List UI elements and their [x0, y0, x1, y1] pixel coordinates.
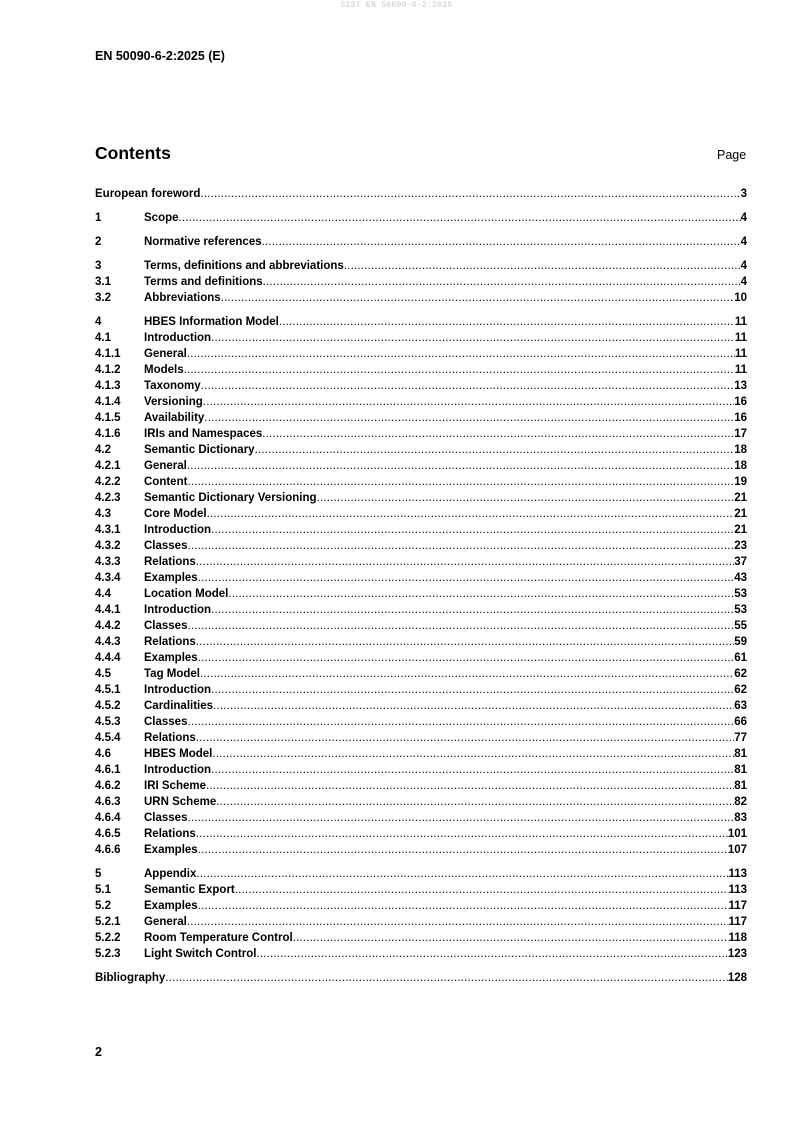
toc-entry[interactable]	[95, 730, 747, 746]
toc-entry-page: 21	[734, 508, 747, 520]
dot-leader	[187, 474, 734, 490]
toc-entry[interactable]	[95, 586, 747, 602]
toc-entry-title[interactable]: IRIs and Namespaces	[144, 428, 263, 440]
toc-entry-number: 5.2.3	[95, 948, 121, 960]
dot-leader	[211, 602, 734, 618]
toc-entry-title[interactable]: Content	[144, 476, 188, 488]
dot-leader	[211, 330, 735, 346]
toc-entry-page: 4	[740, 236, 747, 248]
dot-leader	[198, 842, 728, 858]
toc-entry-title[interactable]: Abbreviations	[144, 292, 221, 304]
toc-entry-title[interactable]: Relations	[144, 828, 196, 840]
toc-entry-page: 16	[734, 396, 747, 408]
toc-entry-page: 21	[734, 492, 747, 504]
toc-entry[interactable]	[95, 826, 747, 842]
toc-entry-number: 4.6	[95, 748, 111, 760]
toc-entry-page: 13	[734, 380, 747, 392]
dot-leader	[262, 234, 741, 250]
toc-entry-number: 4.5.2	[95, 700, 121, 712]
toc-entry-title[interactable]: Relations	[144, 556, 196, 568]
toc-entry-number: 4.2.3	[95, 492, 121, 504]
dot-leader	[196, 634, 734, 650]
toc-entry[interactable]	[95, 650, 747, 666]
toc-entry-number: 4.4.3	[95, 636, 121, 648]
toc-entry-page: 3	[740, 188, 747, 200]
toc-entry[interactable]	[95, 210, 747, 226]
toc-entry[interactable]	[95, 186, 747, 202]
toc-entry-title[interactable]: European foreword	[95, 188, 201, 200]
toc-entry-title[interactable]: Introduction	[144, 604, 212, 616]
toc-entry-title[interactable]: Terms and definitions	[144, 276, 263, 288]
toc-entry-page: 23	[734, 540, 747, 552]
dot-leader	[184, 362, 735, 378]
dot-leader	[187, 810, 734, 826]
toc-entry-page: 113	[728, 884, 747, 896]
footer-page-number: 2	[95, 1045, 102, 1059]
toc-entry-number: 4.1	[95, 332, 111, 344]
toc-entry-page: 19	[734, 476, 747, 488]
dot-leader	[211, 762, 734, 778]
toc-entry-title[interactable]: Classes	[144, 620, 188, 632]
toc-entry-number: 4.3.2	[95, 540, 121, 552]
dot-leader	[179, 210, 741, 226]
toc-entry-number: 4.1.1	[95, 348, 121, 360]
dot-leader	[263, 274, 741, 290]
toc-entry[interactable]	[95, 946, 747, 962]
toc-entry-title[interactable]: Core Model	[144, 508, 207, 520]
toc-entry-number: 4.2.1	[95, 460, 121, 472]
toc-entry-page: 16	[734, 412, 747, 424]
toc-entry[interactable]	[95, 538, 747, 554]
toc-entry-title[interactable]: Cardinalities	[144, 700, 214, 712]
toc-entry-number: 4.6.5	[95, 828, 121, 840]
toc-entry-title[interactable]: Availability	[144, 412, 205, 424]
toc-entry-title[interactable]: General	[144, 348, 187, 360]
toc-entry-page: 81	[734, 764, 747, 776]
dot-leader	[262, 426, 734, 442]
toc-entry-title[interactable]: HBES Information Model	[144, 316, 279, 328]
toc-entry-number: 4.3.4	[95, 572, 121, 584]
toc-entry[interactable]	[95, 234, 747, 250]
toc-entry[interactable]	[95, 378, 747, 394]
table-of-contents	[95, 186, 747, 986]
toc-entry-title[interactable]: Semantic Dictionary	[144, 444, 255, 456]
toc-entry-title[interactable]: Semantic Export	[144, 884, 235, 896]
toc-entry[interactable]	[95, 258, 747, 274]
toc-entry-number: 5.2.1	[95, 916, 121, 928]
toc-entry-title[interactable]: Bibliography	[95, 972, 166, 984]
dot-leader	[196, 826, 728, 842]
toc-entry-page: 17	[734, 428, 747, 440]
toc-entry[interactable]	[95, 698, 747, 714]
toc-entry-title[interactable]: Semantic Dictionary Versioning	[144, 492, 317, 504]
dot-leader	[187, 714, 734, 730]
toc-entry-page: 11	[734, 348, 747, 360]
toc-entry-page: 4	[740, 212, 747, 224]
toc-entry-number: 4.4.4	[95, 652, 121, 664]
toc-entry-page: 55	[734, 620, 747, 632]
toc-entry-title[interactable]: Terms, definitions and abbreviations	[144, 260, 344, 272]
toc-entry-page: 118	[728, 932, 747, 944]
toc-entry-page: 107	[727, 844, 747, 856]
toc-entry-title[interactable]: Examples	[144, 844, 198, 856]
toc-entry[interactable]	[95, 898, 747, 914]
toc-entry-number: 4.2.2	[95, 476, 121, 488]
toc-entry[interactable]	[95, 410, 747, 426]
toc-entry-number: 5.2	[95, 900, 111, 912]
toc-entry[interactable]	[95, 914, 747, 930]
toc-entry-page: 53	[734, 604, 747, 616]
dot-leader	[255, 442, 735, 458]
toc-entry-title[interactable]: Taxonomy	[144, 380, 201, 392]
toc-entry-title[interactable]: Location Model	[144, 588, 229, 600]
toc-entry-title[interactable]: Introduction	[144, 524, 212, 536]
toc-entry-number: 5.2.2	[95, 932, 121, 944]
dot-leader	[213, 698, 734, 714]
toc-entry-number: 4.3.3	[95, 556, 121, 568]
toc-entry-page: 18	[734, 444, 747, 456]
toc-entry-page: 37	[734, 556, 747, 568]
toc-entry[interactable]	[95, 778, 747, 794]
toc-entry-title[interactable]: Relations	[144, 732, 196, 744]
dot-leader	[201, 378, 735, 394]
toc-entry[interactable]	[95, 794, 747, 810]
dot-leader	[187, 914, 729, 930]
toc-entry-page: 59	[734, 636, 747, 648]
toc-entry-page: 11	[734, 332, 747, 344]
toc-entry[interactable]	[95, 682, 747, 698]
toc-entry-page: 77	[734, 732, 747, 744]
toc-entry-title[interactable]: HBES Model	[144, 748, 213, 760]
toc-entry[interactable]	[95, 522, 747, 538]
dot-leader	[200, 186, 740, 202]
toc-entry-number: 1	[95, 212, 102, 224]
dot-leader	[165, 970, 728, 986]
toc-entry-page: 81	[734, 748, 747, 760]
toc-entry[interactable]	[95, 930, 747, 946]
toc-entry-title[interactable]: URN Scheme	[144, 796, 217, 808]
toc-entry-title[interactable]: Room Temperature Control	[144, 932, 293, 944]
toc-entry[interactable]	[95, 346, 747, 362]
dot-leader	[198, 570, 735, 586]
toc-entry-number: 4.3.1	[95, 524, 121, 536]
toc-entry[interactable]	[95, 666, 747, 682]
toc-entry-page: 128	[727, 972, 747, 984]
toc-entry-title[interactable]: General	[144, 916, 187, 928]
toc-entry-number: 2	[95, 236, 102, 248]
toc-entry-page: 83	[734, 812, 747, 824]
dot-leader	[187, 618, 734, 634]
toc-entry[interactable]	[95, 634, 747, 650]
toc-entry-page: 4	[740, 276, 747, 288]
toc-entry-number: 4.6.3	[95, 796, 121, 808]
toc-entry[interactable]	[95, 842, 747, 858]
toc-entry-number: 4.4.2	[95, 620, 121, 632]
toc-entry-title[interactable]: Classes	[144, 716, 188, 728]
toc-entry-number: 4.5.4	[95, 732, 121, 744]
toc-entry-title[interactable]: Introduction	[144, 764, 212, 776]
toc-entry-page: 18	[734, 460, 747, 472]
toc-entry-title[interactable]: Classes	[144, 540, 188, 552]
toc-entry[interactable]	[95, 458, 747, 474]
dot-leader	[198, 650, 735, 666]
toc-entry-page: 101	[727, 828, 747, 840]
toc-entry-number: 4.1.4	[95, 396, 121, 408]
toc-entry-title[interactable]: Classes	[144, 812, 188, 824]
toc-entry[interactable]	[95, 442, 747, 458]
toc-entry-number: 4.4.1	[95, 604, 121, 616]
dot-leader	[293, 930, 729, 946]
toc-entry-number: 3.2	[95, 292, 111, 304]
dot-leader	[196, 866, 728, 882]
toc-entry-number: 5.1	[95, 884, 111, 896]
dot-leader	[206, 778, 734, 794]
dot-leader	[196, 730, 734, 746]
toc-entry-page: 66	[734, 716, 747, 728]
dot-leader	[198, 898, 729, 914]
toc-entry-number: 4.5	[95, 668, 111, 680]
toc-entry-number: 4.4	[95, 588, 111, 600]
dot-leader	[279, 314, 735, 330]
toc-entry-page: 53	[734, 588, 747, 600]
toc-entry[interactable]	[95, 602, 747, 618]
toc-entry-title[interactable]: Examples	[144, 572, 198, 584]
toc-entry-number: 4.1.5	[95, 412, 121, 424]
dot-leader	[228, 586, 734, 602]
toc-entry-page: 4	[740, 260, 747, 272]
dot-leader	[212, 746, 734, 762]
toc-entry-title[interactable]: Examples	[144, 900, 198, 912]
dot-leader	[216, 794, 734, 810]
dot-leader	[204, 410, 734, 426]
toc-entry-title[interactable]: Introduction	[144, 684, 212, 696]
toc-entry-number: 4.6.6	[95, 844, 121, 856]
dot-leader	[235, 882, 729, 898]
toc-entry-page: 82	[734, 796, 747, 808]
toc-entry-title[interactable]: Relations	[144, 636, 196, 648]
toc-entry-number: 3.1	[95, 276, 111, 288]
toc-entry-number: 4.6.4	[95, 812, 121, 824]
toc-entry-page: 10	[734, 292, 747, 304]
toc-entry[interactable]	[95, 618, 747, 634]
dot-leader	[317, 490, 735, 506]
toc-entry-page: 123	[727, 948, 747, 960]
toc-entry-title[interactable]: IRI Scheme	[144, 780, 206, 792]
toc-entry-title[interactable]: Light Switch Control	[144, 948, 257, 960]
toc-entry[interactable]	[95, 426, 747, 442]
toc-entry[interactable]	[95, 866, 747, 882]
toc-entry-title[interactable]: Normative references	[144, 236, 262, 248]
toc-entry-page: 62	[734, 668, 747, 680]
toc-entry[interactable]	[95, 882, 747, 898]
toc-entry-page: 117	[728, 900, 747, 912]
dot-leader	[187, 458, 734, 474]
toc-entry-number: 4.5.1	[95, 684, 121, 696]
toc-entry[interactable]	[95, 330, 747, 346]
toc-entry[interactable]	[95, 746, 747, 762]
toc-entry[interactable]	[95, 314, 747, 330]
toc-entry-number: 4.3	[95, 508, 111, 520]
toc-entry[interactable]	[95, 570, 747, 586]
toc-entry[interactable]	[95, 762, 747, 778]
toc-entry-page: 61	[734, 652, 747, 664]
toc-entry-number: 4	[95, 316, 102, 328]
toc-entry-page: 117	[728, 916, 747, 928]
dot-leader	[196, 554, 734, 570]
toc-entry-title[interactable]: Appendix	[144, 868, 197, 880]
toc-entry[interactable]	[95, 810, 747, 826]
dot-leader	[221, 290, 735, 306]
toc-entry-page: 63	[734, 700, 747, 712]
dot-leader	[344, 258, 741, 274]
toc-entry[interactable]	[95, 394, 747, 410]
toc-entry-number: 4.2	[95, 444, 111, 456]
document-id: EN 50090-6-2:2025 (E)	[95, 49, 225, 63]
dot-leader	[211, 682, 734, 698]
dot-leader	[187, 346, 735, 362]
toc-entry-number: 4.6.2	[95, 780, 121, 792]
toc-entry[interactable]	[95, 490, 747, 506]
toc-entry[interactable]	[95, 714, 747, 730]
toc-entry-title[interactable]: Examples	[144, 652, 198, 664]
toc-entry-title[interactable]: General	[144, 460, 187, 472]
toc-entry-title[interactable]: Introduction	[144, 332, 212, 344]
dot-leader	[256, 946, 727, 962]
toc-entry-number: 3	[95, 260, 102, 272]
toc-entry-number: 4.5.3	[95, 716, 121, 728]
toc-entry-page: 11	[734, 364, 747, 376]
toc-entry[interactable]	[95, 474, 747, 490]
dot-leader	[200, 666, 734, 682]
toc-entry-number: 4.1.2	[95, 364, 121, 376]
toc-entry-title[interactable]: Versioning	[144, 396, 203, 408]
page-column-label: Page	[717, 148, 747, 162]
toc-entry-number: 4.1.3	[95, 380, 121, 392]
dot-leader	[187, 538, 734, 554]
toc-entry[interactable]	[95, 506, 747, 522]
toc-entry[interactable]	[95, 274, 747, 290]
dot-leader	[207, 506, 735, 522]
toc-entry[interactable]	[95, 290, 747, 306]
toc-entry-page: 43	[734, 572, 747, 584]
toc-entry[interactable]	[95, 554, 747, 570]
dot-leader	[203, 394, 734, 410]
toc-entry-page: 113	[728, 868, 747, 880]
toc-entry[interactable]	[95, 970, 747, 986]
toc-entry[interactable]	[95, 362, 747, 378]
watermark: SIST EN 50090-6-2:2025	[340, 1, 453, 10]
toc-entry-number: 4.1.6	[95, 428, 121, 440]
toc-entry-number: 5	[95, 868, 102, 880]
toc-entry-number: 4.6.1	[95, 764, 121, 776]
toc-entry-page: 62	[734, 684, 747, 696]
dot-leader	[211, 522, 734, 538]
toc-entry-page: 11	[734, 316, 747, 328]
toc-entry-page: 21	[734, 524, 747, 536]
toc-entry-page: 81	[734, 780, 747, 792]
toc-entry-title[interactable]: Scope	[144, 212, 179, 224]
toc-entry-title[interactable]: Tag Model	[144, 668, 201, 680]
toc-entry-title[interactable]: Models	[144, 364, 184, 376]
contents-title: Contents	[95, 143, 171, 163]
